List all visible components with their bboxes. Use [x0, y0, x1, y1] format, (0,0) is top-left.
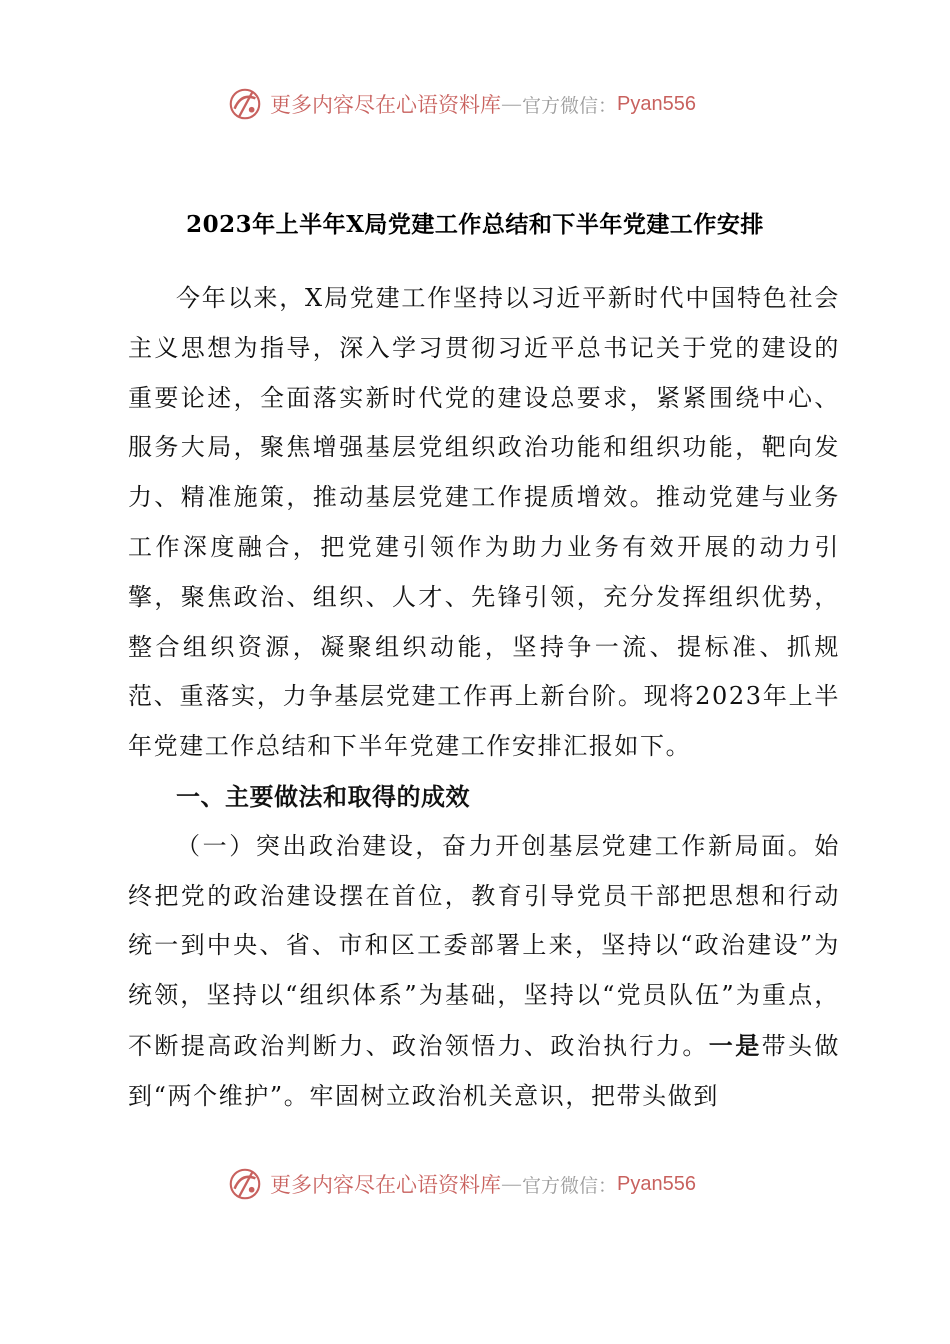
banner-separator: — — [501, 92, 522, 116]
banner-wechat-id: Pyan556 — [617, 1172, 696, 1195]
watermark-banner-top — [226, 84, 696, 124]
subsection-text: （一）突出政治建设，奋力开创基层党建工作新局面。始终把党的政治建设摆在首位，教育引导党员干部把思想和行动统一到中央、省、市和区工委部署上来，坚持以“政治建设”为统领，坚持以“组织体系”为基础，坚持以“党员队伍”为重点，不断提高政治判断力、政治领悟力、政治执行力。 — [128, 831, 840, 1060]
banner-wechat-id: Pyan556 — [617, 92, 696, 115]
subsection-paragraph — [128, 822, 840, 1122]
banner-official-label: 官方微信： — [522, 1174, 618, 1197]
document-body — [128, 274, 840, 1122]
watermark-banner-bottom — [226, 1164, 696, 1204]
brush-logo-icon — [226, 85, 264, 123]
point-label: 一是 — [708, 1030, 762, 1060]
banner-title: 更多内容尽在心语资料库 — [270, 93, 501, 117]
brush-logo-icon — [226, 1165, 264, 1203]
section-heading: 一、主要做法和取得的成效 — [176, 781, 470, 811]
point-text: 带头做到“两个维护”。牢固树立政治机关意识，把带头做到 — [128, 1031, 841, 1110]
intro-paragraph: 今年以来，X局党建工作坚持以习近平新时代中国特色社会主义思想为指导，深入学习贯彻习近平总书记关于党的建设的重要论述，全面落实新时代党的建设总要求，紧紧围绕中心、服务大局，聚焦增强基层党组织政治功能和组织功能，靶向发力、精准施策，推动基层党建工作提质增效。推动党建与业务工作深度融合，把党建引领作为助力业务有效开展的动力引擎，聚焦政治、组织、人才、先锋引领，充分发挥组织优势，整合组织资源，凝聚组织动能，坚持争一流、提标准、抓规范、重落实，力争基层党建工作再上新台阶。现将2023年上半年党建工作总结和下半年党建工作安排汇报如下。 — [128, 284, 840, 761]
banner-title: 更多内容尽在心语资料库 — [270, 1173, 501, 1197]
banner-official-label: 官方微信： — [522, 94, 618, 117]
banner-separator: — — [501, 1172, 522, 1196]
document-title: 2023年上半年X局党建工作总结和下半年党建工作安排 — [186, 211, 764, 238]
